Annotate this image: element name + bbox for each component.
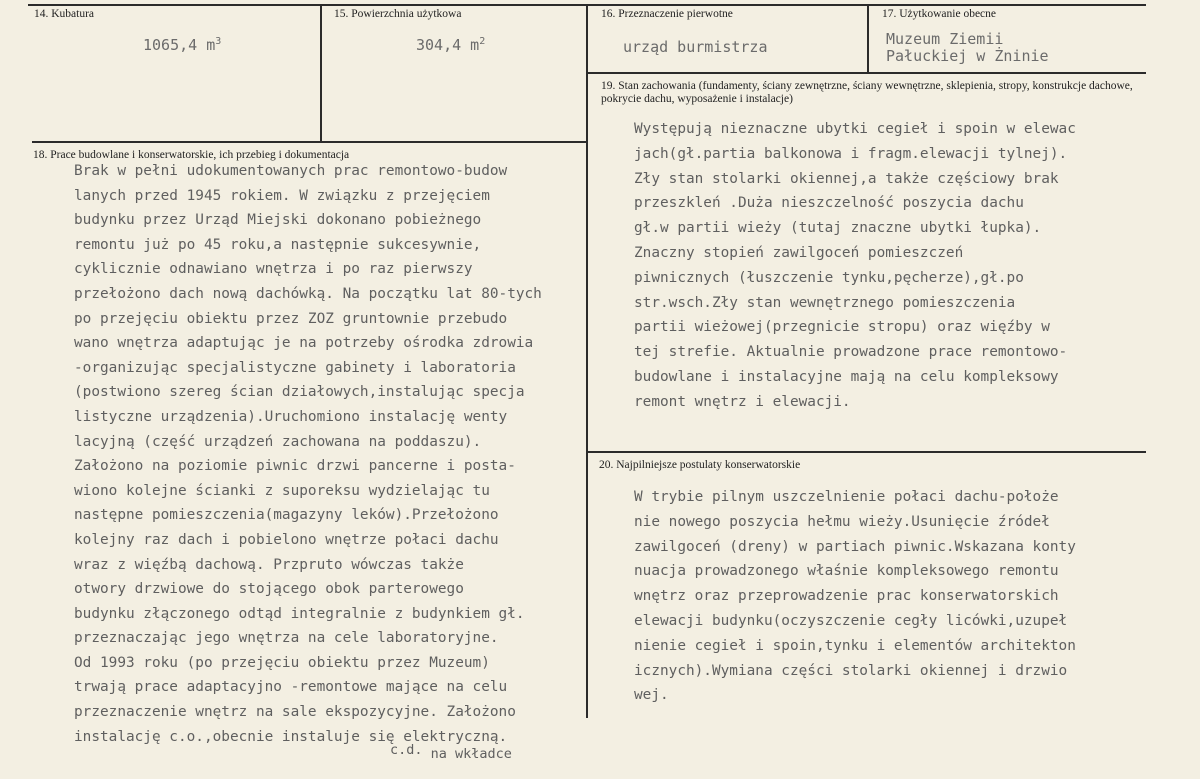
field-14-exponent: 3	[215, 36, 222, 47]
continuation-abbrev: c.d.	[390, 742, 423, 758]
divider-main-column	[586, 4, 588, 718]
field-17-value-line-1: Muzeum Ziemii	[886, 30, 1004, 48]
section-20-text-line: wej.	[634, 687, 669, 704]
field-17-value-line-2: Pałuckiej w Żninie	[886, 47, 1049, 65]
section-18-text-line: przeznaczając jego wnętrza na cele laboratoryjne.	[74, 630, 499, 647]
section-20-text-line: wnętrz oraz przeprowadzenie prac konserwatorskich	[634, 588, 1059, 605]
section-18-text-line: przełożono dach nową dachówką. Na początku lat 80-tych	[74, 285, 542, 302]
field-14-volume: 1065,4 m	[143, 36, 216, 54]
field-15-exponent: 2	[479, 36, 486, 47]
section-18-text-line: cyklicznie odnawiano wnętrza i po raz pierwszy	[74, 261, 473, 278]
section-20-text-line: nienie cegieł i spoin,tynku i elementów architekton	[634, 637, 1076, 654]
section-19-text-line: tej strefie. Aktualnie prowadzone prace remontowo-	[634, 344, 1068, 361]
section-19-text-line: str.wsch.Zły stan wewnętrznego pomieszczenia	[634, 294, 1016, 311]
section-18-text	[74, 159, 542, 749]
field-14-value	[143, 36, 221, 54]
section-20-text-line: nuacja prowadzonego właśnie kompleksowego remontu	[634, 563, 1059, 580]
section-20-text-line: elewacji budynku(oczyszczenie cegły licówki,uzupeł	[634, 612, 1068, 629]
field-15-area: 304,4 m	[416, 36, 480, 54]
section-18-text-line: budynku przez Urząd Miejski dokonano pobieżnego	[74, 212, 482, 229]
section-20-text-line: W trybie pilnym uszczelnienie połaci dachu-położe	[634, 489, 1059, 505]
section-18-text-line: budynku złączonego odtąd integralnie z budynkiem gł.	[74, 605, 525, 622]
section-19-text	[634, 117, 1076, 415]
section-18-text-line: po przejęciu obiektu przez ZOZ gruntownie przebudo	[74, 310, 508, 327]
section-19-text-line: piwnicznych (łuszczenie tynku,pęcherze),gł.po	[634, 269, 1024, 286]
section-18-text-line: remontu już po 45 roku,a następnie sukcesywnie,	[74, 236, 482, 253]
section-18-text-line: trwają prace adaptacyjno -remontowe mające na celu	[74, 679, 508, 696]
section-18-text-line: lacyjną (część urządzeń zachowana na poddaszu).	[74, 433, 482, 450]
section-18-continuation-note	[390, 742, 512, 762]
section-18-text-line: wano wnętrza adaptując je na potrzeby ośrodka zdrowia	[74, 335, 534, 352]
section-20-label: 20. Najpilniejsze postulaty konserwatorskie	[599, 459, 801, 471]
line-under-19	[586, 451, 1146, 453]
section-19-text-line: przeszkleń .Duża nieszczelność poszycia dachu	[634, 195, 1024, 212]
section-19-text-line: Zły stan stolarki okiennej,a także częściowy brak	[634, 170, 1059, 187]
section-19-text-line: gł.w partii wieży (tutaj znaczne ubytki łupka).	[634, 220, 1042, 237]
section-20-text-line: zawilgoceń (dreny) w partiach piwnic.Wskazana konty	[634, 538, 1076, 555]
section-18-text-line: kolejny raz dach i pobielono wnętrze połaci dachu	[74, 531, 499, 548]
section-19-label: 19. Stan zachowania (fundamenty, ściany zewnętrzne, ściany wewnętrzne, sklepienia, stropy, konstrukcje dachowe, pokrycie dachu, wyposażenie i instalacje)	[601, 80, 1133, 105]
section-18-text-line: następne pomieszczenia(magazyny leków).Przełożono	[74, 507, 499, 524]
section-18-text-line: wiono kolejne ścianki z suporeksu wydzielając tu	[74, 482, 490, 499]
section-18-text-line: przeznaczenie wnętrz na sale ekspozycyjne. Założono	[74, 704, 516, 721]
section-19-text-line: remont wnętrz i elewacji.	[634, 393, 851, 410]
field-16-value: urząd burmistrza	[623, 38, 768, 56]
section-18-text-line: instalację c.o.,obecnie instaluje się elektryczną.	[74, 728, 508, 745]
section-18-text-line: Brak w pełni udokumentowanych prac remontowo-budow	[74, 163, 508, 179]
line-under-16-17	[586, 72, 1146, 74]
section-18-text-line: wraz z więźbą dachową. Przpruto wówczas także	[74, 556, 464, 573]
section-19-text-line: jach(gł.partia balkonowa i fragm.elewacji tylnej).	[634, 145, 1068, 162]
section-20-text-line: icznych).Wymiana części stolarki okiennej i drzwio	[634, 662, 1068, 679]
continuation-text: na wkładce	[430, 746, 512, 762]
section-18-label: 18. Prace budowlane i konserwatorskie, ich przebieg i dokumentacja	[33, 149, 350, 161]
line-under-14-15	[32, 141, 588, 143]
section-18-text-line: lanych przed 1945 rokiem. W związku z przejęciem	[74, 187, 490, 204]
section-19-text-line: Występują nieznaczne ubytki cegieł i spoin w elewac	[634, 121, 1076, 137]
section-19-text-line: Znaczny stopień zawilgoceń pomieszczeń	[634, 244, 964, 261]
section-18-text-line: Założono na poziomie piwnic drzwi pancerne i posta-	[74, 458, 516, 475]
section-18-text-line: Od 1993 roku (po przejęciu obiektu przez Muzeum)	[74, 654, 490, 671]
field-14-label: 14. Kubatura	[34, 8, 95, 20]
section-18-text-line: (postwiono szereg ścian działowych,instalując specja	[74, 384, 525, 401]
section-18-text-line: -organizując specjalistyczne gabinety i laboratoria	[74, 359, 516, 376]
section-20-text-line: nie nowego poszycia hełmu wieży.Usunięcie źródeł	[634, 513, 1050, 530]
divider-14-15	[320, 4, 322, 142]
field-15-value	[416, 36, 485, 54]
divider-16-17	[867, 4, 869, 72]
section-20-text	[634, 485, 1076, 708]
field-16-label: 16. Przeznaczenie pierwotne	[601, 8, 733, 20]
field-17-label: 17. Użytkowanie obecne	[882, 8, 997, 20]
section-19-text-line: budowlane i instalacyjne mają na celu kompleksowy	[634, 368, 1059, 385]
section-19-text-line: partii wieżowej(przegnicie stropu) oraz więźby w	[634, 319, 1050, 336]
field-15-label: 15. Powierzchnia użytkowa	[334, 8, 462, 20]
section-18-text-line: listyczne urządzenia).Uruchomiono instalację wenty	[74, 408, 508, 425]
section-18-text-line: otwory drzwiowe do stojącego obok parterowego	[74, 581, 464, 598]
